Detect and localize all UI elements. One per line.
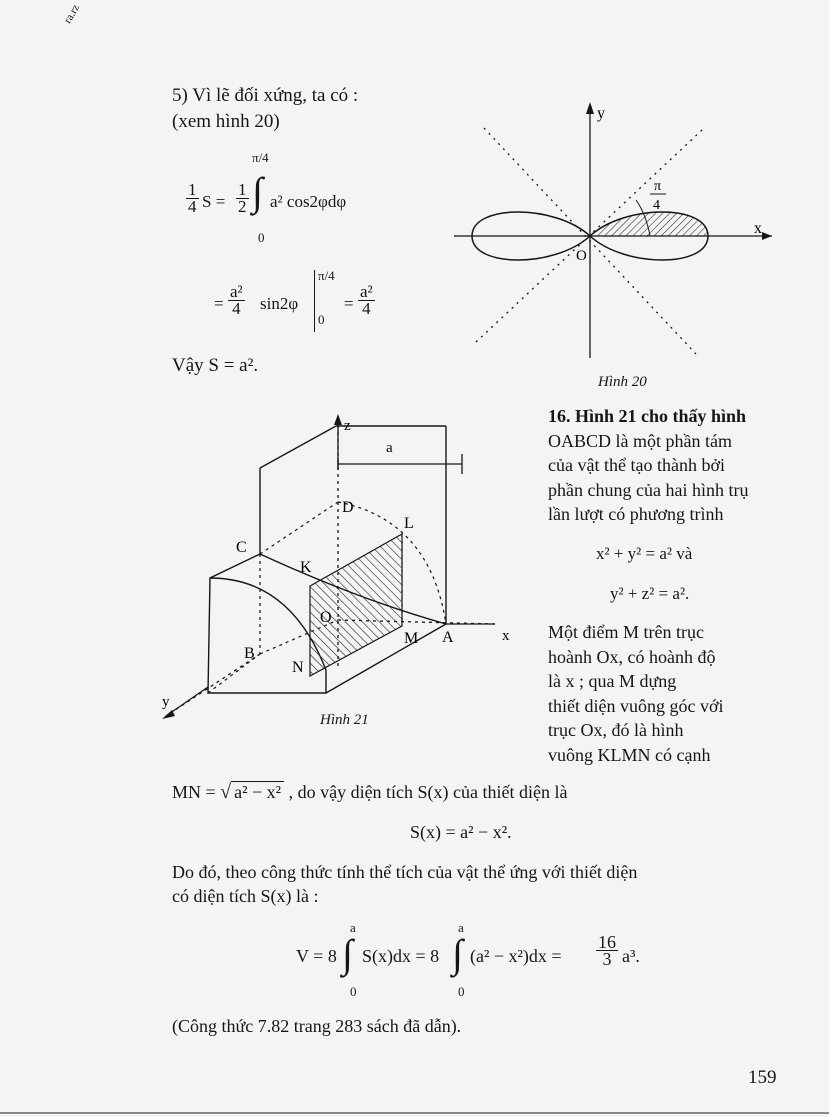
fig20-label-x: x — [754, 220, 762, 237]
section16-line: là x ; qua M dựng — [548, 671, 677, 691]
fig20-label-y: y — [597, 105, 605, 122]
section16-line: OABCD là một phần tám — [548, 430, 732, 451]
section5-line1: 5) Vì lẽ đối xứng, ta có : — [172, 85, 359, 106]
equation-evaluation: = $\frac{\text{a²}}{4}$ sin2φ π/4 0 = $\frac{\text{a²}}{4}$ — [214, 268, 444, 338]
equation-quarter-area: $\frac{1}{4}$ S = $\frac{1}{2}$ π/4 ∫ 0 a² cos2φdφ — [188, 150, 347, 245]
fig20-label-O: O — [576, 248, 587, 264]
fig20-label-pi: π — [654, 179, 662, 194]
figure-20-caption: Hình 20 — [598, 374, 647, 390]
section16-line: phần chung của hai hình trụ — [548, 479, 749, 500]
volume-paragraph-line2: có diện tích S(x) là : — [172, 886, 319, 906]
figure-20-lemniscate — [440, 96, 780, 366]
fig21-label-O: O — [320, 609, 332, 626]
section16-cross-section-text — [548, 620, 788, 767]
figure-21-caption: Hình 21 — [320, 712, 369, 728]
page-number: 159 — [748, 1067, 777, 1088]
fig20-x-arrow — [762, 232, 772, 240]
fig21-hidden-CD — [260, 502, 338, 554]
fig21-label-N: N — [292, 659, 304, 676]
cylinder-equation-1: x² + y² = a² và — [596, 544, 693, 563]
fig21-z-arrow — [334, 414, 342, 425]
section16-line: trục Ox, đó là hình — [548, 720, 684, 740]
section5-conclusion: Vậy S = a². — [172, 355, 259, 376]
fig20-y-arrow — [586, 102, 594, 114]
reference-note: (Công thức 7.82 trang 283 sách đã dẫn). — [172, 1016, 462, 1036]
section16-line: Một điểm M trên trục — [548, 622, 704, 642]
fig21-front-edges — [208, 468, 326, 693]
fig21-label-D: D — [342, 499, 354, 516]
figure-21-solid — [150, 410, 530, 740]
section5-line2: (xem hình 20) — [172, 111, 280, 132]
fig21-label-L: L — [404, 515, 414, 532]
fig21-label-y: y — [162, 694, 170, 710]
fig21-label-x: x — [502, 628, 510, 644]
fig21-label-z: z — [344, 418, 351, 434]
section16-line: thiết diện vuông góc với — [548, 695, 724, 716]
section16-line: hoành Ox, có hoành độ — [548, 646, 716, 667]
fig21-front-arc — [210, 578, 326, 670]
volume-equation: V = 8 a ∫ 0 S(x)dx = 8 a ∫ 0 (a² − x²)dx = $\frac{16}{3}$ a³. — [296, 920, 640, 999]
fig21-label-A: A — [442, 629, 454, 646]
section16-line: vuông KLMN có cạnh — [548, 744, 711, 765]
section-area-formula: S(x) = a² − x². — [410, 822, 512, 842]
fig21-label-B: B — [244, 645, 255, 662]
fig21-section-KLMN — [310, 534, 402, 676]
section16-line: lần lượt có phương trình — [548, 504, 724, 524]
fig21-label-M: M — [404, 630, 419, 647]
section16-line: của vật thể tạo thành bởi — [548, 455, 725, 475]
section16-intro — [548, 404, 788, 527]
fig21-label-a: a — [386, 440, 393, 456]
fig21-top-edge — [260, 426, 336, 468]
section16-line: 16. Hình 21 cho thấy hình — [548, 406, 747, 426]
volume-paragraph-line1: Do đó, theo công thức tính thể tích của vật thể ứng với thiết diện — [172, 862, 638, 882]
corner-mark: ra.rz — [61, 2, 83, 26]
fig21-label-C: C — [236, 539, 247, 556]
page-bottom-border — [0, 1112, 829, 1114]
fig21-label-K: K — [300, 559, 312, 576]
mn-line: MN = √ a² − x² , do vậy diện tích S(x) của thiết diện là — [172, 781, 568, 803]
cylinder-equation-2: y² + z² = a². — [610, 584, 690, 603]
fig20-label-4: 4 — [653, 198, 660, 213]
